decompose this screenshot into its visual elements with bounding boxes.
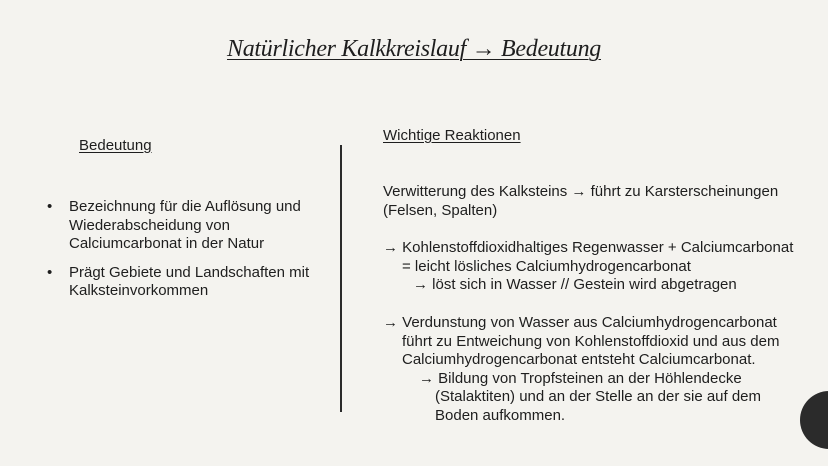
right-column-heading: Wichtige Reaktionen (383, 127, 521, 144)
text-line: Calciumhydrogencarbonat entsteht Calciumcarbonat. (402, 351, 756, 368)
reaction-paragraph-1 (383, 183, 778, 220)
text-line: → Kohlenstoffdioxidhaltiges Regenwasser + Calciumcarbonat (383, 239, 794, 256)
text-line: → Bildung von Tropfsteinen an der Höhlendecke (419, 369, 742, 387)
bullet-line: Bezeichnung für die Auflösung und (69, 198, 301, 215)
text-line: (Stalaktiten) und an der Stelle an der sie auf dem (435, 388, 762, 405)
column-divider (340, 145, 342, 412)
list-item (47, 264, 337, 301)
reaction-paragraph-3 (383, 314, 779, 425)
text-line: (Felsen, Spalten) (383, 201, 498, 219)
slide-title: Natürlicher Kalkkreislauf → Bedeutung (227, 36, 601, 62)
text-line: = leicht lösliches Calciumhydrogencarbonat (402, 257, 691, 275)
bullet-list (47, 198, 337, 311)
reaction-paragraph-2 (383, 239, 793, 295)
text-line: Boden aufkommen. (435, 406, 566, 424)
corner-circle (800, 391, 828, 449)
text-line: → löst sich in Wasser // Gestein wird abgetragen (413, 276, 737, 293)
text-line: → Verdunstung von Wasser aus Calciumhydrogencarbonat (383, 314, 777, 331)
text-line: Verwitterung des Kalksteins → führt zu Karsterscheinungen (383, 183, 779, 200)
bullet-icon: • (47, 263, 53, 281)
bullet-line: Wiederabscheidung von (69, 216, 230, 234)
bullet-icon: • (47, 198, 53, 215)
list-item (47, 198, 337, 254)
bullet-line: Calciumcarbonat in der Natur (69, 235, 265, 252)
text-line: führt zu Entweichung von Kohlenstoffdioxid und aus dem (402, 332, 780, 350)
bullet-line: Prägt Gebiete und Landschaften mit (69, 263, 310, 281)
left-column-heading: Bedeutung (79, 137, 152, 154)
bullet-line: Kalksteinvorkommen (69, 282, 209, 299)
